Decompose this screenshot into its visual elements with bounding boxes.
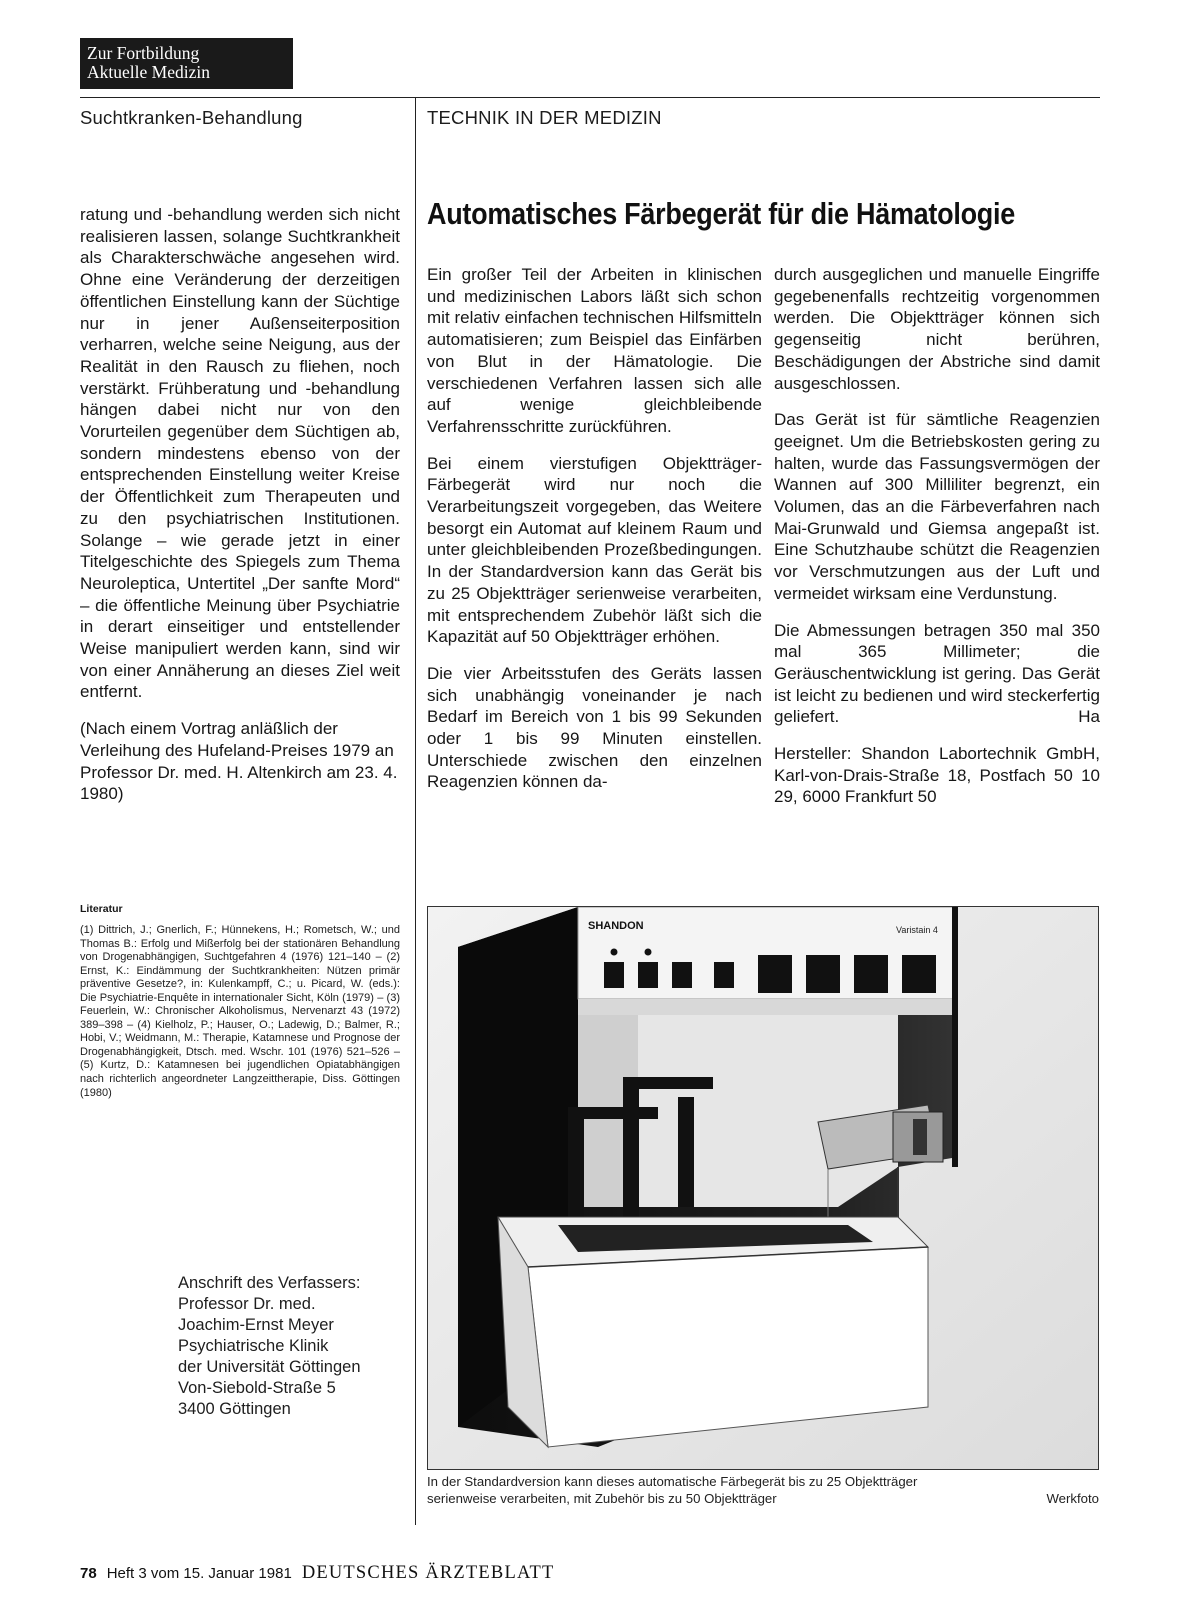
staining-device-illustration bbox=[428, 907, 1099, 1470]
section-badge bbox=[80, 38, 293, 89]
device-photo bbox=[427, 906, 1099, 1470]
author-line: Psychiatrische Klinik bbox=[178, 1337, 329, 1355]
article-headline: Automatisches Färbegerät für die Hämatologie bbox=[427, 196, 1015, 231]
caption-line-1: In der Standardversion kann dieses automatische Färbegerät bis zu 25 Objektträger bbox=[427, 1474, 918, 1489]
header-rule bbox=[80, 97, 1100, 98]
article-paragraph: Bei einem vierstufigen Objektträger-Färbegerät wird nur noch die Verarbeitungszeit vorgegeben, das Weitere besorgt ein Automat auf kleinem Raum und unter gleichbleibenden Prozeßbedingungen. In der Standardversion kann das Gerät bis zu 25 Objektträger serienweise verarbeiten, mit entsprechendem Zubehör läßt sich die Kapazität auf 50 Objektträger erhöhen. bbox=[427, 453, 762, 647]
left-paragraph-note: (Nach einem Vortrag anläßlich der Verleihung des Hufeland-Preises 1979 an Professor Dr. med. H. Altenkirch am 23. 4. 1980) bbox=[80, 719, 398, 804]
author-signature: Ha bbox=[1078, 707, 1100, 727]
literatur-text: (1) Dittrich, J.; Gnerlich, F.; Hünnekens, H.; Rometsch, W.; und Thomas B.: Erfolg und Mißerfolg bei der stationären Behandlung von Drogenabhängigen, Suchtgefahren 4 (1976) 121–140 – (2) Ernst, K.: Eindämmung der Suchtkrankheiten: Nützen primär präventive Gesetze?, in: Kulenkampff, C.; u. Picard, W. (eds.): Die Psychiatrie-Enquête in internationaler Sicht, Köln (1979) – (3) Feuerlein, W.: Chronischer Alkoholismus, Nervenarzt 43 (1972) 389–398 – (4) Kielholz, P.; Hauser, O.; Ladewig, D.; Balmer, R.; Hobi, V.; Weidmann, M.: Therapie, Katamnese und Prognose der Drogenabhängigkeit, Dtsch. med. Wschr. 101 (1976) 521–526 – (5) Kurtz, D.: Katamnesen bei jugendlichen Opiatabhängigen nach richterlich angeordneter Langzeittherapie, Diss. Göttingen (1980) bbox=[80, 924, 400, 1099]
photo-brand-label: SHANDON bbox=[588, 920, 644, 932]
left-column-text bbox=[80, 204, 400, 805]
article-paragraph: durch ausgeglichen und manuelle Eingriffe gegebenenfalls rechtzeitig vorgenommen werden. Die Objektträger können sich gegenseitig nicht berühren, Beschädigungen der Abstriche sind damit ausgeschlossen. bbox=[774, 265, 1100, 393]
article-column-1 bbox=[415, 264, 762, 793]
author-address bbox=[178, 1273, 408, 1420]
article-column-2 bbox=[774, 264, 1100, 808]
left-section-title: Suchtkranken-Behandlung bbox=[80, 107, 303, 128]
author-line: Professor Dr. med. bbox=[178, 1295, 316, 1313]
right-section-title: TECHNIK IN DER MEDIZIN bbox=[427, 107, 662, 128]
photo-caption bbox=[427, 1473, 1099, 1507]
left-paragraph: ratung und -behandlung werden sich nicht realisieren lassen, solange Suchtkrankheit als Charakterschwäche angesehen wird. Ohne eine Veränderung der derzeitigen öffentlichen Einstellung kann der Süchtige nur in jener Außenseiterposition verharren, welche seine Neigung, aus der Realität in den Rausch zu fliehen, noch verstärkt. Frühberatung und -behandlung hängen dabei nicht nur von den Vorurteilen gegenüber dem Süchtigen ab, sondern mindestens ebenso von der entsprechenden Einstellung weiter Kreise der Öffentlichkeit zum Therapeuten und zu den psychiatrischen Institutionen. Solange – wie gerade jetzt in einer Titelgeschichte des Spiegels zum Thema Neuroleptica, Untertitel „Der sanfte Mord“ – die öffentliche Meinung über Psychiatrie in derart einseitiger und entstellender Weise manipuliert werden kann, sind wir von einer Annäherung an dieses Ziel weit entfernt. bbox=[80, 205, 400, 702]
article-paragraph: Ein großer Teil der Arbeiten in klinischen und medizinischen Labors läßt sich schon mit relativ einfachen technischen Hilfsmitteln automatisieren; zum Beispiel das Einfärben von Blut in der Hämatologie. Die verschiedenen Verfahren lassen sich alle auf wenige gleichbleibende Verfahrensschritte zurückführen. bbox=[427, 265, 762, 436]
badge-line-1: Zur Fortbildung bbox=[87, 43, 200, 63]
badge-line-2: Aktuelle Medizin bbox=[87, 62, 210, 82]
caption-line-2-text: serienweise verarbeiten, mit Zubehör bis zu 50 Objektträger bbox=[427, 1491, 777, 1506]
issue-info: Heft 3 vom 15. Januar 1981 bbox=[106, 1565, 292, 1582]
page-number: 78 bbox=[80, 1565, 97, 1582]
article-paragraph bbox=[774, 620, 1100, 729]
journal-title: DEUTSCHES ÄRZTEBLATT bbox=[301, 1563, 555, 1583]
manufacturer-paragraph: Hersteller: Shandon Labortechnik GmbH, Karl-von-Drais-Straße 18, Postfach 50 10 29, 6000 Frankfurt 50 bbox=[774, 744, 1100, 807]
caption-line-2 bbox=[427, 1490, 1099, 1507]
article-paragraph-text: Die Abmessungen betragen 350 mal 350 mal 365 Millimeter; die Geräuschentwicklung ist gering. Das Gerät ist leicht zu bedienen und wird steckerfertig geliefert. bbox=[774, 620, 1100, 727]
author-line: Anschrift des Verfassers: bbox=[178, 1274, 361, 1292]
page-footer bbox=[80, 1563, 555, 1584]
author-line: 3400 Göttingen bbox=[178, 1400, 291, 1418]
photo-model-label: Varistain 4 bbox=[896, 925, 938, 935]
article-paragraph: Die vier Arbeitsstufen des Geräts lassen sich unabhängig voneinander je nach Bedarf im Bereich von 1 bis 99 Sekunden oder 1 bis 99 Minuten einstellen. Unterschiede zwischen den einzelnen Reagenzien können da- bbox=[427, 663, 762, 792]
article-paragraph: Das Gerät ist für sämtliche Reagenzien geeignet. Um die Betriebskosten gering zu halten, wurde das Fassungsvermögen der Wannen auf 300 Milliliter begrenzt, ein Volumen, das an die Färbeverfahren nach Mai-Grunwald und Giemsa angepaßt ist. Eine Schutzhaube schützt die Reagenzien vor Verschmutzungen aus der Luft und vermeidet wirksam eine Verdunstung. bbox=[774, 410, 1100, 603]
author-line: Joachim-Ernst Meyer bbox=[178, 1316, 334, 1334]
literatur-heading: Literatur bbox=[80, 903, 123, 915]
author-line: der Universität Göttingen bbox=[178, 1358, 361, 1376]
author-line: Von-Siebold-Straße 5 bbox=[178, 1379, 336, 1397]
photo-credit: Werkfoto bbox=[1046, 1491, 1099, 1506]
